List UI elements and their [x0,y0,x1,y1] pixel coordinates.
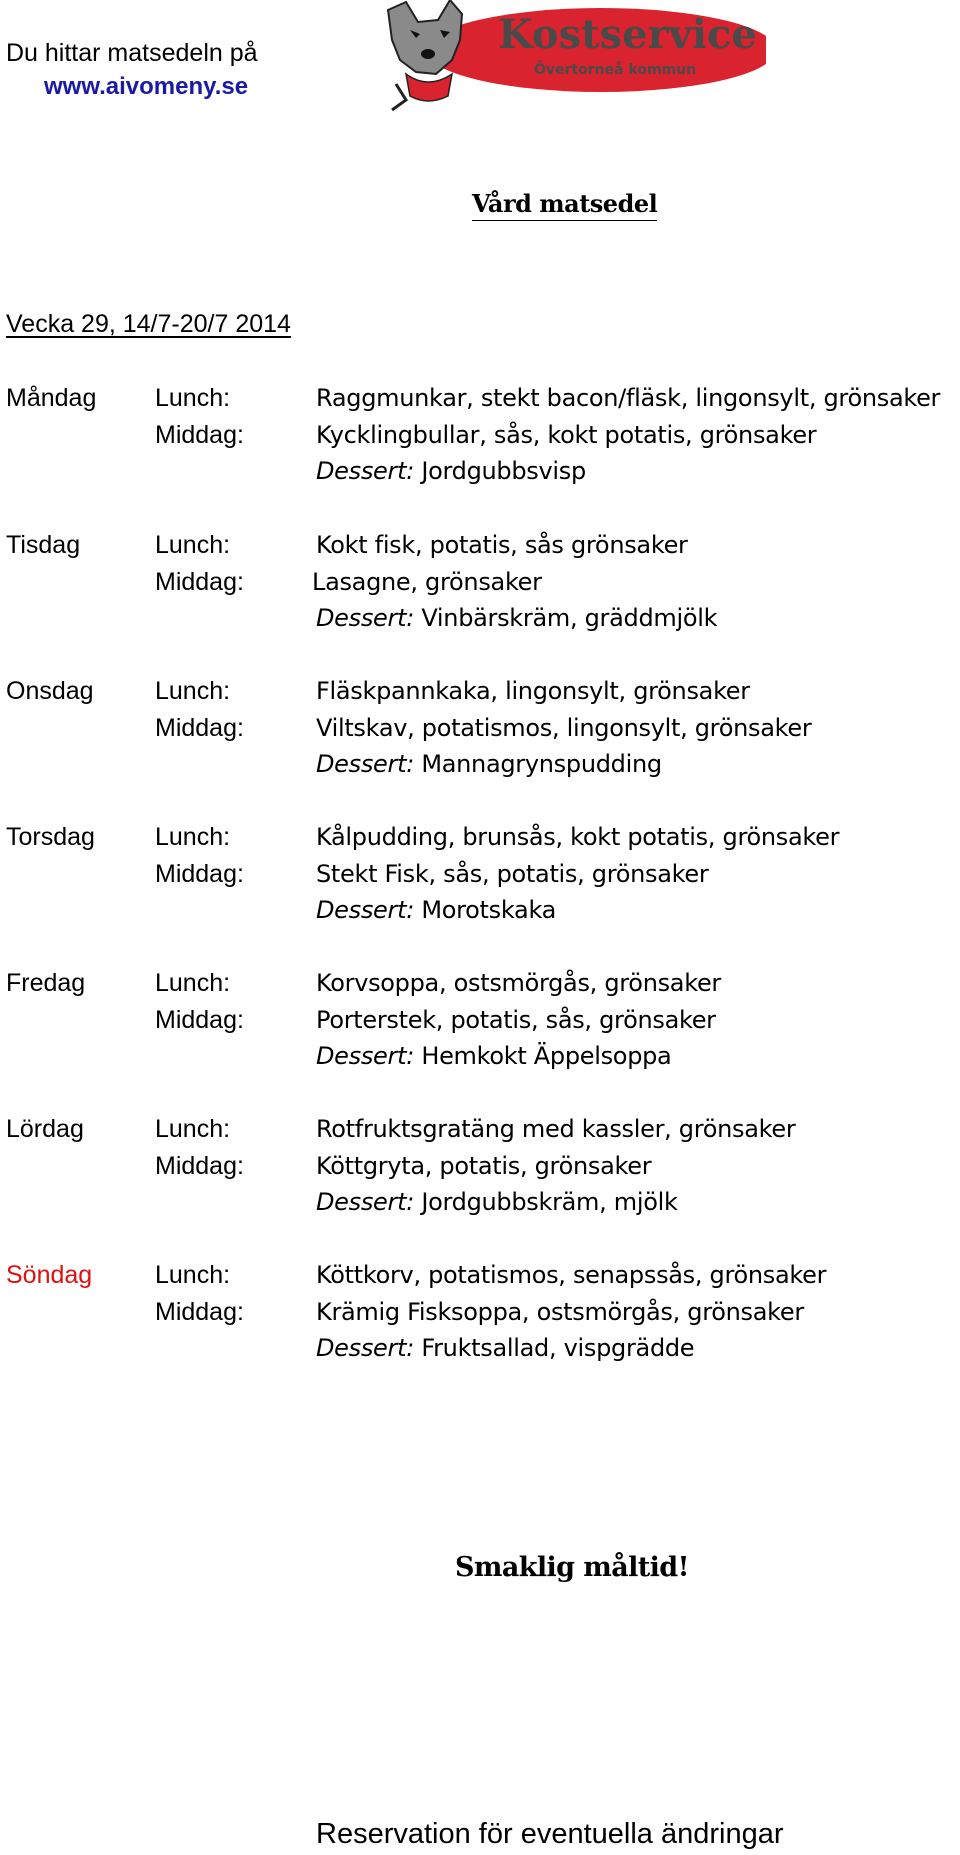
lunch-dish: Raggmunkar, stekt bacon/fläsk, lingonsylt, grönsaker [316,384,941,412]
lunch-dish: Köttkorv, potatismos, senapssås, grönsaker [316,1261,827,1289]
lunch-dish: Kokt fisk, potatis, sås grönsaker [316,531,688,559]
dessert-dish: Mannagrynspudding [421,750,662,778]
middag-dish: Köttgryta, potatis, grönsaker [316,1152,652,1180]
day-block-sondag [0,1257,960,1367]
reservation-note: Reservation för eventuella ändringar [316,1818,784,1850]
dessert-line [316,600,717,636]
day-block-mandag [0,380,960,490]
day-block-torsdag [0,819,960,929]
dessert-dish: Jordgubbskräm, mjölk [421,1188,678,1216]
lunch-label: Lunch: [155,969,231,997]
dessert-label: Dessert: [316,457,414,485]
lunch-dish: Korvsoppa, ostsmörgås, grönsaker [316,969,721,997]
dessert-dish: Jordgubbsvisp [421,457,586,485]
lunch-label: Lunch: [155,384,231,412]
day-name-sunday: Söndag [6,1261,93,1289]
lunch-label: Lunch: [155,531,231,559]
middag-label: Middag: [155,714,244,742]
middag-label: Middag: [155,1298,244,1326]
fox-mascot-icon [388,0,462,110]
lunch-dish: Fläskpannkaka, lingonsylt, grönsaker [316,677,750,705]
dessert-line [316,892,556,928]
header-intro: Du hittar matsedeln på [6,39,258,67]
dessert-line [316,746,662,782]
week-heading: Vecka 29, 14/7-20/7 2014 [6,310,291,338]
menu-website-link[interactable]: www.aivomeny.se [44,73,249,100]
middag-label: Middag: [155,1006,244,1034]
day-name: Torsdag [6,823,95,851]
dessert-label: Dessert: [316,1188,414,1216]
day-block-fredag [0,965,960,1075]
dessert-label: Dessert: [316,896,414,924]
day-name: Onsdag [6,677,94,705]
day-block-onsdag [0,673,960,783]
middag-dish: Viltskav, potatismos, lingonsylt, grönsaker [316,714,812,742]
middag-label: Middag: [155,421,244,449]
dessert-line [316,1330,694,1366]
day-name: Tisdag [6,531,81,559]
dessert-line [316,1038,671,1074]
page-title: Vård matsedel [472,188,657,221]
lunch-label: Lunch: [155,677,231,705]
day-block-lordag [0,1111,960,1221]
dessert-dish: Vinbärskräm, gräddmjölk [421,604,718,632]
lunch-dish: Kålpudding, brunsås, kokt potatis, grönsaker [316,823,840,851]
middag-dish: Krämig Fisksoppa, ostsmörgås, grönsaker [316,1298,804,1326]
middag-dish: Porterstek, potatis, sås, grönsaker [316,1006,716,1034]
middag-dish: Lasagne, grönsaker [312,568,542,596]
dessert-line [316,453,586,489]
closing-greeting: Smaklig måltid! [455,1552,689,1583]
dessert-label: Dessert: [316,1334,414,1362]
dessert-dish: Fruktsallad, vispgrädde [421,1334,695,1362]
day-name: Fredag [6,969,86,997]
dessert-line [316,1184,678,1220]
dessert-label: Dessert: [316,604,414,632]
lunch-label: Lunch: [155,823,231,851]
lunch-label: Lunch: [155,1261,231,1289]
dessert-dish: Hemkokt Äppelsoppa [421,1042,672,1070]
logo-title: Kostservice [498,11,757,58]
lunch-label: Lunch: [155,1115,231,1143]
middag-dish: Kycklingbullar, sås, kokt potatis, grönsaker [316,421,817,449]
lunch-dish: Rotfruktsgratäng med kassler, grönsaker [316,1115,796,1143]
middag-label: Middag: [155,1152,244,1180]
day-block-tisdag [0,527,960,637]
logo-subtitle: Övertorneå kommun [534,62,697,78]
dessert-dish: Morotskaka [421,896,557,924]
kostservice-logo [366,0,766,118]
day-name: Lördag [6,1115,84,1143]
middag-dish: Stekt Fisk, sås, potatis, grönsaker [316,860,709,888]
day-name: Måndag [6,384,97,412]
middag-label: Middag: [155,568,244,596]
dessert-label: Dessert: [316,1042,414,1070]
header-info [6,36,258,104]
dessert-label: Dessert: [316,750,414,778]
middag-label: Middag: [155,860,244,888]
